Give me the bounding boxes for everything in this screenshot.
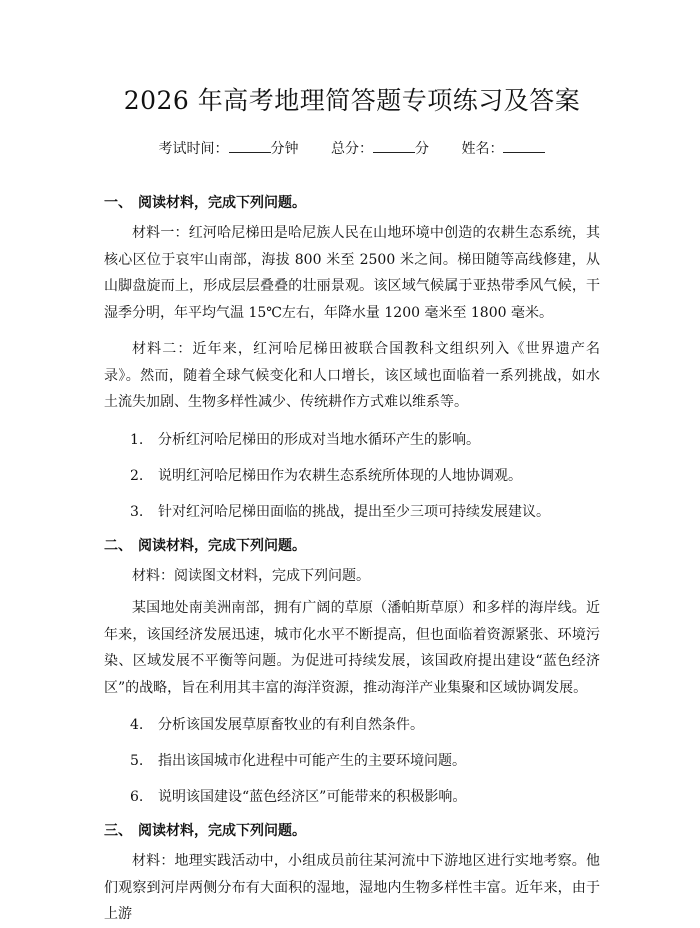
question-item (104, 502, 600, 522)
question-item (104, 751, 600, 771)
material-paragraph: 材料一：红河哈尼梯田是哈尼族人民在山地环境中创造的农耕生态系统，其核心区位于哀牢山南部，海拔 800 米至 2500 米之间。梯田随等高线修建，从山脚盘旋而上，形成层层叠叠的壮丽景观。该区域气候属于亚热带季风气候，干湿季分明，年平均气温 15℃左右，年降水量 1200 毫米至 1800 毫米。 (104, 225, 600, 321)
section-heading (104, 821, 600, 841)
section-title: 阅读材料，完成下列问题。 (138, 537, 306, 554)
question-number: 1. (130, 431, 144, 448)
student-name (461, 138, 545, 159)
name-label: 姓名： (461, 141, 504, 157)
total-score (331, 138, 429, 159)
exam-meta (104, 138, 600, 159)
section-1 (104, 193, 600, 522)
question-item (104, 466, 600, 486)
time-blank (229, 138, 271, 153)
question-number: 6. (130, 789, 144, 805)
question-text: 针对红河哈尼梯田面临的挑战，提出至少三项可持续发展建议。 (158, 503, 550, 520)
question-number: 4. (130, 717, 144, 733)
question-text: 说明该国建设“蓝色经济区”可能带来的积极影响。 (158, 789, 467, 805)
material-paragraph: 材料：阅读图文材料，完成下列问题。 (132, 567, 370, 584)
section-number: 一、 (104, 195, 132, 211)
question-text: 分析该国发展草原畜牧业的有利自然条件。 (158, 717, 424, 733)
question-text: 分析红河哈尼梯田的形成对当地水循环产生的影响。 (158, 431, 480, 448)
question-number: 5. (130, 753, 144, 769)
score-unit: 分 (415, 141, 429, 157)
section-heading (104, 193, 600, 213)
score-blank (373, 138, 415, 153)
question-number: 3. (130, 503, 144, 520)
section-2 (104, 536, 600, 808)
section-heading (104, 536, 600, 556)
section-number: 二、 (104, 537, 132, 554)
page-title: 2026 年高考地理简答题专项练习及答案 (123, 86, 581, 115)
material-paragraph: 材料二：近年来，红河哈尼梯田被联合国教科文组织列入《世界遗产名录》。然而，随着全球气候变化和人口增长，该区域也面临着一系列挑战，如水土流失加剧、生物多样性减少、传统耕作方式难以维系等。 (104, 341, 600, 410)
time-unit: 分钟 (270, 141, 299, 157)
section-3 (104, 821, 600, 928)
section-number: 三、 (104, 823, 132, 839)
section-title: 阅读材料，完成下列问题。 (138, 823, 306, 839)
question-text: 说明红河哈尼梯田作为农耕生态系统所体现的人地协调观。 (158, 467, 522, 484)
question-number: 2. (130, 467, 144, 484)
question-item (104, 715, 600, 735)
name-blank (503, 138, 545, 153)
question-item (104, 787, 600, 807)
question-item (104, 430, 600, 450)
material-paragraph: 材料：地理实践活动中，小组成员前往某河流中下游地区进行实地考察。他们观察到河岸两侧分布有大面积的湿地，湿地内生物多样性丰富。近年来，由于上游 (104, 853, 600, 922)
material-paragraph: 某国地处南美洲南部，拥有广阔的草原（潘帕斯草原）和多样的海岸线。近年来，该国经济发展迅速，城市化水平不断提高，但也面临着资源紧张、环境污染、区域发展不平衡等问题。为促进可持续发展，该国政府提出建设“蓝色经济区”的战略，旨在利用其丰富的海洋资源，推动海洋产业集聚和区域协调发展。 (104, 600, 600, 696)
score-label: 总分： (331, 141, 373, 157)
time-label: 考试时间： (158, 141, 229, 157)
section-title: 阅读材料，完成下列问题。 (138, 195, 306, 211)
exam-time (159, 138, 299, 159)
question-text: 指出该国城市化进程中可能产生的主要环境问题。 (158, 753, 466, 769)
